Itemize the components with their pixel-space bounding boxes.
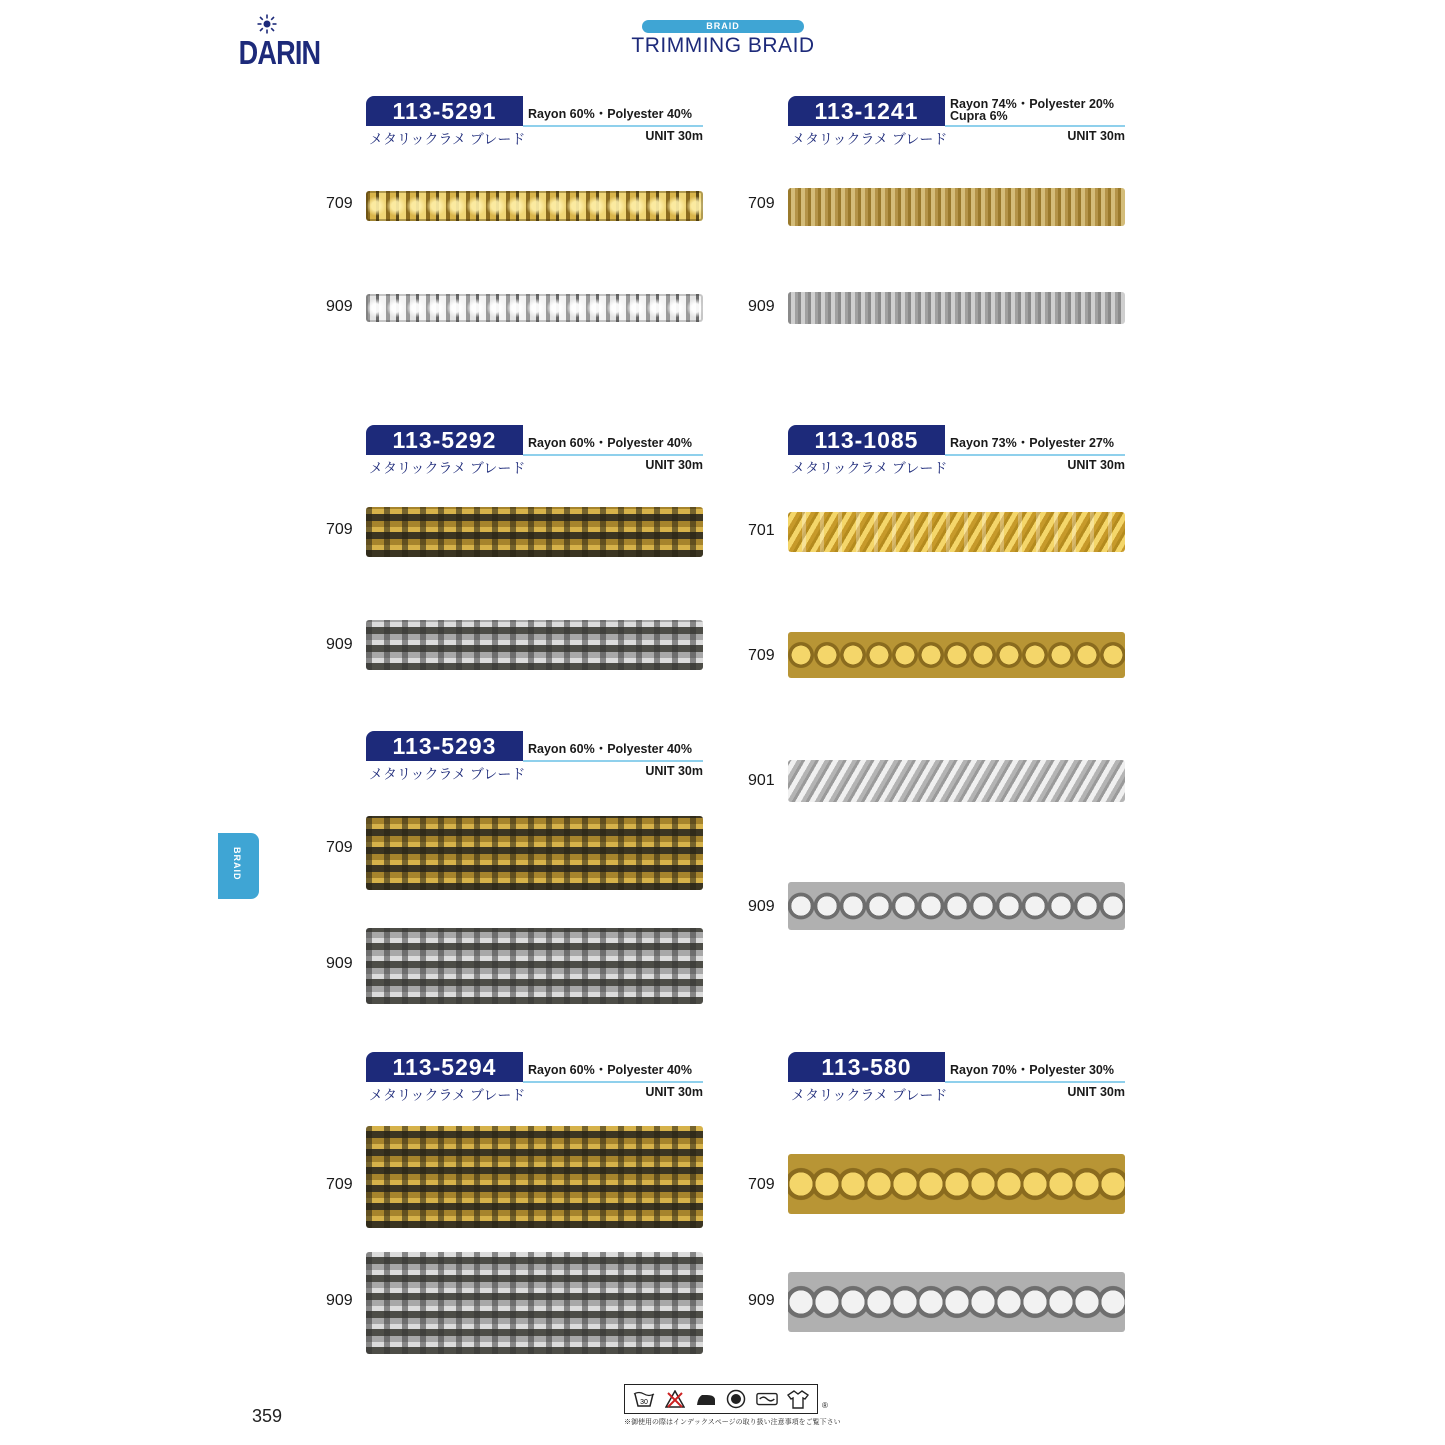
divider bbox=[945, 1081, 1125, 1083]
product-header bbox=[366, 1052, 706, 1102]
divider bbox=[523, 125, 703, 127]
product-code: 113-5291 bbox=[366, 96, 523, 126]
product-header bbox=[788, 1052, 1128, 1102]
registered-icon: ® bbox=[822, 1401, 828, 1410]
product-unit: UNIT 30m bbox=[645, 129, 703, 143]
darin-logo bbox=[232, 14, 321, 76]
product-unit: UNIT 30m bbox=[1067, 1085, 1125, 1099]
swatch[interactable] bbox=[748, 756, 1128, 806]
product-code: 113-580 bbox=[788, 1052, 945, 1082]
braid-sample-image bbox=[788, 188, 1125, 226]
divider bbox=[523, 760, 703, 762]
color-code: 709 bbox=[748, 195, 775, 212]
product-composition-line2: Cupra 6% bbox=[950, 109, 1008, 123]
product-code: 113-1241 bbox=[788, 96, 945, 126]
dry-clean-icon bbox=[725, 1389, 747, 1409]
braid-sample-image bbox=[366, 1252, 703, 1354]
brand-name: DARIN bbox=[238, 34, 321, 71]
braid-sample-image bbox=[366, 191, 703, 221]
braid-sample-image bbox=[788, 882, 1125, 930]
color-code: 709 bbox=[326, 521, 353, 538]
braid-sample-image bbox=[366, 507, 703, 557]
product-name: メタリックラメ ブレード bbox=[369, 1087, 526, 1103]
color-code: 709 bbox=[326, 1176, 353, 1193]
color-code: 709 bbox=[748, 647, 775, 664]
swatch[interactable] bbox=[326, 618, 706, 672]
product-code: 113-5292 bbox=[366, 425, 523, 455]
swatch[interactable] bbox=[748, 1270, 1128, 1334]
color-code: 909 bbox=[326, 955, 353, 972]
color-code: 909 bbox=[748, 1292, 775, 1309]
product-unit: UNIT 30m bbox=[645, 458, 703, 472]
swatch[interactable] bbox=[748, 1152, 1128, 1216]
swatch[interactable] bbox=[326, 1250, 706, 1356]
divider bbox=[523, 1081, 703, 1083]
swatch[interactable] bbox=[326, 288, 706, 328]
page-number: 359 bbox=[252, 1406, 283, 1426]
swatch[interactable] bbox=[326, 1124, 706, 1230]
product-unit: UNIT 30m bbox=[645, 764, 703, 778]
braid-sample-image bbox=[788, 292, 1125, 324]
braid-sample-image bbox=[366, 928, 703, 1004]
garment-icon bbox=[787, 1389, 809, 1409]
product-header bbox=[788, 96, 1128, 146]
product-unit: UNIT 30m bbox=[1067, 458, 1125, 472]
braid-sample-image bbox=[366, 294, 703, 322]
color-code: 909 bbox=[326, 1292, 353, 1309]
product-name: メタリックラメ ブレード bbox=[369, 460, 526, 476]
product-code: 113-1085 bbox=[788, 425, 945, 455]
product-header bbox=[366, 96, 706, 146]
product-code: 113-5293 bbox=[366, 731, 523, 761]
divider bbox=[523, 454, 703, 456]
product-name: メタリックラメ ブレード bbox=[369, 131, 526, 147]
product-name: メタリックラメ ブレード bbox=[791, 460, 948, 476]
sun-icon bbox=[257, 14, 277, 34]
product-composition: Rayon 60%・Polyester 40% bbox=[528, 436, 692, 450]
braid-sample-image bbox=[366, 1126, 703, 1228]
swatch[interactable] bbox=[326, 185, 706, 225]
wash-30-icon bbox=[633, 1389, 655, 1409]
color-code: 709 bbox=[748, 1176, 775, 1193]
color-code: 909 bbox=[326, 636, 353, 653]
color-code: 709 bbox=[326, 195, 353, 212]
braid-sample-image bbox=[788, 512, 1125, 552]
no-bleach-icon bbox=[664, 1389, 686, 1409]
hang-dry-icon bbox=[756, 1389, 778, 1409]
page-title: TRIMMING BRAID bbox=[631, 34, 815, 57]
product-unit: UNIT 30m bbox=[1067, 129, 1125, 143]
product-header bbox=[366, 731, 706, 781]
swatch[interactable] bbox=[748, 508, 1128, 556]
product-composition: Rayon 60%・Polyester 40% bbox=[528, 742, 692, 756]
swatch[interactable] bbox=[748, 185, 1128, 229]
color-code: 709 bbox=[326, 839, 353, 856]
braid-sample-image bbox=[788, 760, 1125, 802]
product-composition: Rayon 73%・Polyester 27% bbox=[950, 436, 1114, 450]
color-code: 909 bbox=[326, 298, 353, 315]
product-header bbox=[788, 425, 1128, 475]
color-code: 909 bbox=[748, 898, 775, 915]
product-name: メタリックラメ ブレード bbox=[791, 131, 948, 147]
braid-sample-image bbox=[788, 1272, 1125, 1332]
swatch[interactable] bbox=[326, 505, 706, 559]
category-pill: BRAID bbox=[642, 20, 804, 33]
product-header bbox=[366, 425, 706, 475]
product-composition: Rayon 60%・Polyester 40% bbox=[528, 107, 692, 121]
swatch[interactable] bbox=[748, 288, 1128, 328]
section-side-tab[interactable] bbox=[218, 833, 259, 899]
swatch[interactable] bbox=[748, 630, 1128, 680]
swatch[interactable] bbox=[326, 814, 706, 892]
care-note: ※御使用の際はインデックスページの取り扱い注意事項をご覧下さい bbox=[624, 1419, 841, 1426]
divider bbox=[945, 454, 1125, 456]
product-composition: Rayon 70%・Polyester 30% bbox=[950, 1063, 1114, 1077]
color-code: 909 bbox=[748, 298, 775, 315]
product-unit: UNIT 30m bbox=[645, 1085, 703, 1099]
braid-sample-image bbox=[366, 816, 703, 890]
braid-sample-image bbox=[788, 632, 1125, 678]
iron-low-icon bbox=[695, 1389, 717, 1409]
product-composition: Rayon 60%・Polyester 40% bbox=[528, 1063, 692, 1077]
care-symbols bbox=[624, 1384, 818, 1414]
care-label bbox=[624, 1384, 841, 1428]
swatch[interactable] bbox=[748, 880, 1128, 932]
divider bbox=[945, 125, 1125, 127]
product-name: メタリックラメ ブレード bbox=[369, 766, 526, 782]
svg-text:30: 30 bbox=[640, 1399, 649, 1406]
side-tab-label: BRAID bbox=[232, 847, 242, 881]
color-code: 901 bbox=[748, 772, 775, 789]
braid-sample-image bbox=[366, 620, 703, 670]
swatch[interactable] bbox=[326, 926, 706, 1006]
color-code: 701 bbox=[748, 522, 775, 539]
braid-sample-image bbox=[788, 1154, 1125, 1214]
product-composition: Rayon 74%・Polyester 20% bbox=[950, 97, 1114, 111]
product-code: 113-5294 bbox=[366, 1052, 523, 1082]
product-name: メタリックラメ ブレード bbox=[791, 1087, 948, 1103]
